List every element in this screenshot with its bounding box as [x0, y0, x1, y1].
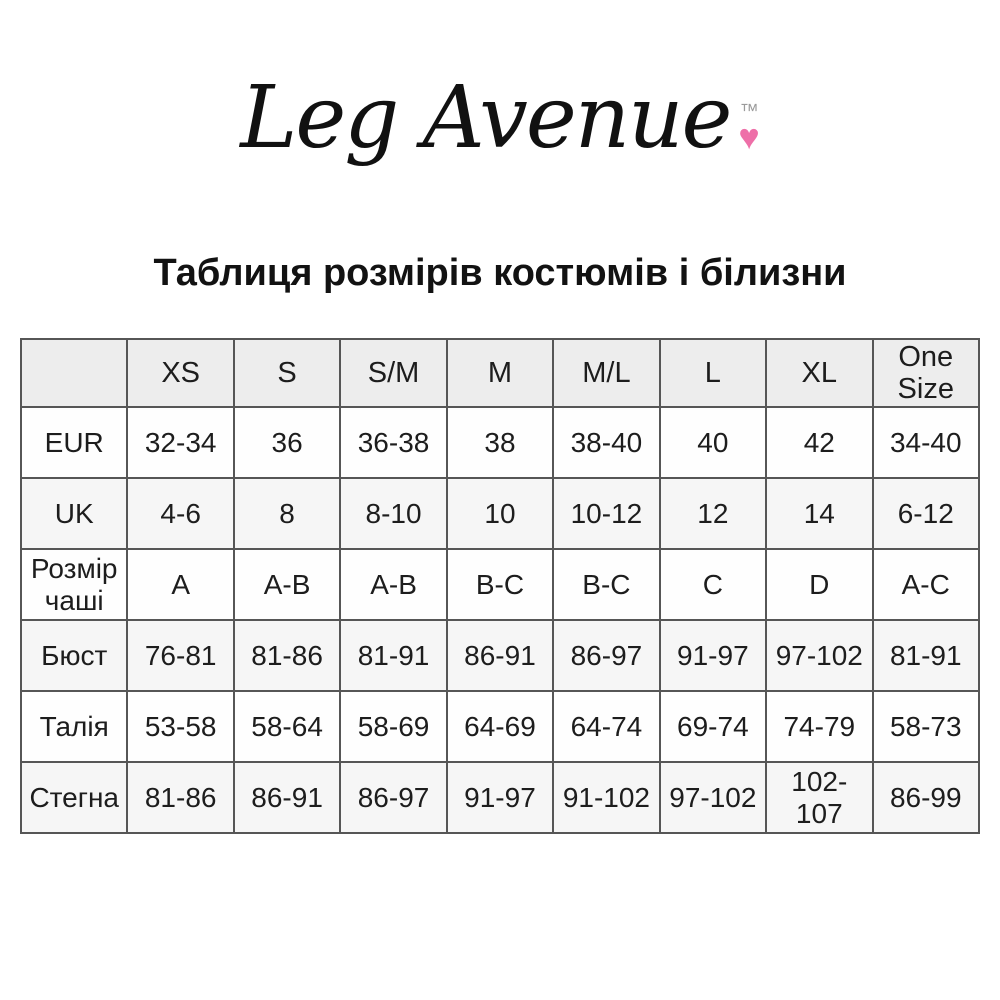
- size-cell: 6-12: [873, 478, 980, 549]
- size-cell: 36: [234, 407, 340, 478]
- size-cell: 10: [447, 478, 553, 549]
- heart-icon: ♥: [738, 116, 760, 158]
- table-row: [21, 478, 979, 549]
- size-cell: C: [660, 549, 766, 620]
- column-header: S: [234, 339, 340, 407]
- size-cell: 97-102: [766, 620, 872, 691]
- size-cell: 81-86: [127, 762, 233, 833]
- size-cell: 14: [766, 478, 872, 549]
- column-header: L: [660, 339, 766, 407]
- column-header: One Size: [873, 339, 980, 407]
- size-cell: A-B: [234, 549, 340, 620]
- size-cell: 91-102: [553, 762, 659, 833]
- table-row: [21, 620, 979, 691]
- size-cell: 86-91: [447, 620, 553, 691]
- size-table: [20, 338, 980, 834]
- size-cell: 38: [447, 407, 553, 478]
- size-cell: 38-40: [553, 407, 659, 478]
- size-cell: 64-69: [447, 691, 553, 762]
- size-cell: A-B: [340, 549, 446, 620]
- size-cell: 58-69: [340, 691, 446, 762]
- size-cell: 86-99: [873, 762, 980, 833]
- size-cell: 10-12: [553, 478, 659, 549]
- size-cell: 8-10: [340, 478, 446, 549]
- size-cell: 64-74: [553, 691, 659, 762]
- size-cell: 81-91: [873, 620, 980, 691]
- table-row: [21, 549, 979, 620]
- row-label: Стегна: [21, 762, 127, 833]
- size-cell: 102-107: [766, 762, 872, 833]
- column-header: M/L: [553, 339, 659, 407]
- size-cell: 34-40: [873, 407, 980, 478]
- column-header: XL: [766, 339, 872, 407]
- trademark-symbol: ™: [739, 101, 759, 123]
- size-cell: 76-81: [127, 620, 233, 691]
- size-cell: 74-79: [766, 691, 872, 762]
- size-cell: 53-58: [127, 691, 233, 762]
- table-row: [21, 762, 979, 833]
- logo-mark: [738, 101, 760, 158]
- row-label: Розмір чаші: [21, 549, 127, 620]
- size-cell: 86-91: [234, 762, 340, 833]
- size-cell: 97-102: [660, 762, 766, 833]
- size-cell: 42: [766, 407, 872, 478]
- size-cell: 86-97: [340, 762, 446, 833]
- size-cell: D: [766, 549, 872, 620]
- size-cell: 91-97: [447, 762, 553, 833]
- row-label: Талія: [21, 691, 127, 762]
- size-cell: 32-34: [127, 407, 233, 478]
- size-cell: B-C: [447, 549, 553, 620]
- column-header: M: [447, 339, 553, 407]
- row-label: Бюст: [21, 620, 127, 691]
- size-cell: 69-74: [660, 691, 766, 762]
- size-cell: 8: [234, 478, 340, 549]
- header-row: [21, 339, 979, 407]
- brand-logo: [0, 0, 1000, 188]
- size-cell: 40: [660, 407, 766, 478]
- row-label: UK: [21, 478, 127, 549]
- size-cell: 91-97: [660, 620, 766, 691]
- column-header: XS: [127, 339, 233, 407]
- corner-cell: [21, 339, 127, 407]
- size-table-head: [21, 339, 979, 407]
- table-body: [21, 407, 979, 833]
- table-row: [21, 407, 979, 478]
- size-cell: 81-91: [340, 620, 446, 691]
- table-row: [21, 691, 979, 762]
- size-cell: 58-64: [234, 691, 340, 762]
- size-cell: 86-97: [553, 620, 659, 691]
- size-cell: 58-73: [873, 691, 980, 762]
- size-cell: A-C: [873, 549, 980, 620]
- row-label: EUR: [21, 407, 127, 478]
- column-header: S/M: [340, 339, 446, 407]
- size-cell: B-C: [553, 549, 659, 620]
- size-cell: 12: [660, 478, 766, 549]
- size-cell: 81-86: [234, 620, 340, 691]
- size-cell: 4-6: [127, 478, 233, 549]
- page-title: Таблиця розмірів костюмів і білизни: [153, 252, 847, 294]
- size-cell: 36-38: [340, 407, 446, 478]
- brand-logo-text: Leg Avenue: [240, 68, 731, 168]
- size-cell: A: [127, 549, 233, 620]
